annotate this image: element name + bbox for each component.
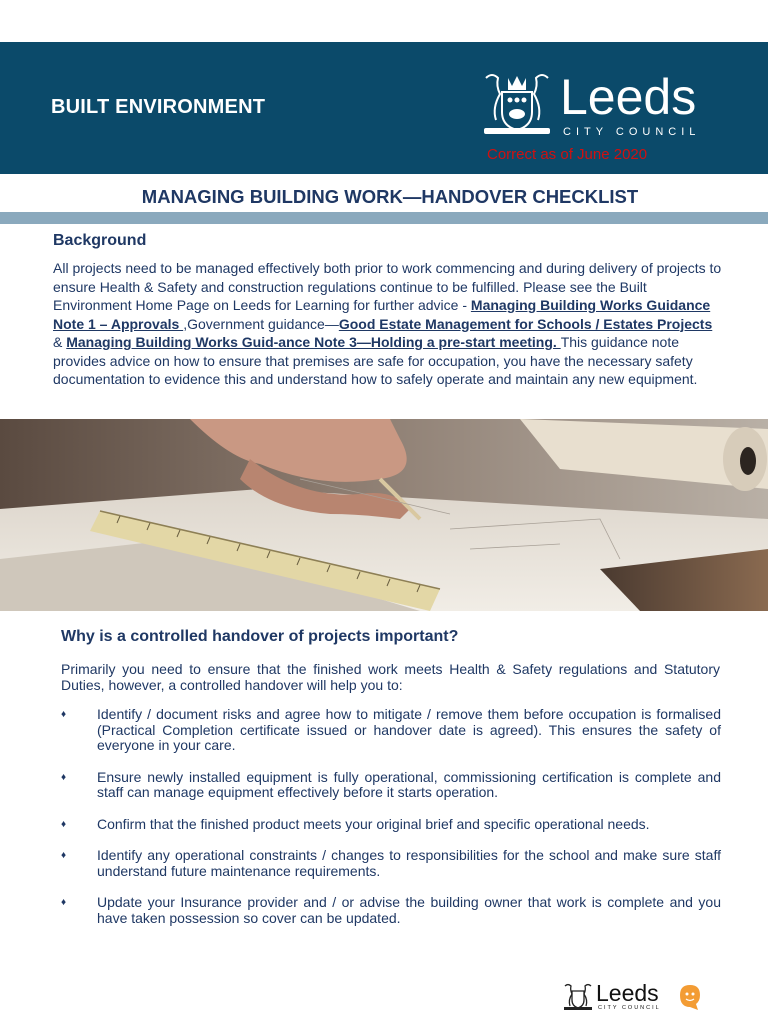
background-text-4: This guidance note provides advice on how to ensure that premises are safe for occupation, you have the necessary safety documentation to evidence this and understand how to safely operate and maintain any new equipment.: [53, 334, 698, 387]
date-note: Correct as of June 2020: [487, 146, 648, 163]
list-item: [61, 707, 721, 754]
child-friendly-leeds-badge-icon: [676, 981, 704, 1011]
background-text-2: ,Government guidance—: [183, 315, 339, 332]
background-text-3: &: [53, 334, 67, 350]
page-title: MANAGING BUILDING WORK—HANDOVER CHECKLIST: [141, 186, 639, 207]
benefits-list: [61, 707, 721, 926]
guidance-note-3-link[interactable]: Managing Building Works Guid-ance Note 3—Holding a pre-start meeting.: [66, 334, 561, 350]
list-item-text: Confirm that the finished product meets your original brief and specific operational needs.: [97, 815, 650, 832]
list-item: [61, 770, 721, 801]
diamond-bullet-icon: ♦: [61, 897, 67, 908]
background-text-1: All projects need to be managed effectively both prior to work commencing and during delivery of projects to ensure Health & Safety and construction regulations continue to be fulfilled. Please see the Built Environment Home Page on Leeds for Learning for further advice -: [53, 260, 722, 313]
list-item-text: Identify / document risks and agree how to mitigate / remove them before occupation is formalised (Practical Completion certificate issued or handover date is agreed). This ensures the safety of everyone in your care.: [97, 706, 721, 753]
footer-logo-text: Leeds: [596, 980, 659, 1006]
diamond-bullet-icon: ♦: [61, 818, 67, 830]
list-item-text: Identify any operational constraints / changes to responsibilities for the school and make sure staff understand future maintenance requirements.: [97, 847, 721, 879]
list-item: [61, 848, 721, 879]
list-item-text: Update your Insurance provider and / or advise the building owner that work is complete and you have taken possession so cover can be updated.: [97, 894, 721, 926]
diamond-bullet-icon: ♦: [61, 709, 67, 720]
background-paragraph: [53, 259, 725, 389]
diamond-bullet-icon: ♦: [61, 850, 67, 861]
diamond-bullet-icon: ♦: [61, 771, 67, 783]
leeds-crest-icon: [480, 70, 554, 136]
footer-crest-icon: [562, 982, 594, 1010]
good-estate-management-link[interactable]: Good Estate Management for Schools / Estates Projects: [338, 315, 713, 332]
title-divider: [0, 212, 768, 224]
background-heading: Background: [53, 232, 147, 249]
guidance-note-1-link[interactable]: Managing Building Works Guidance Note 1 – Approvals: [53, 297, 711, 332]
why-heading: Why is a controlled handover of projects important?: [61, 628, 459, 645]
leeds-logo-subtitle: CITY COUNCIL: [563, 126, 701, 138]
blueprint-photo: [0, 419, 768, 611]
list-item-text: Ensure newly installed equipment is fully operational, commissioning certification is complete and staff can manage equipment effectively before it starts operation.: [97, 768, 721, 800]
list-item: [61, 817, 721, 833]
section-title: BUILT ENVIRONMENT: [51, 96, 266, 118]
footer-logo-subtitle: CITY COUNCIL: [598, 1005, 661, 1011]
why-intro: Primarily you need to ensure that the finished work meets Health & Safety regulations and Statutory Duties, however, a controlled handover will help you to:: [61, 661, 720, 693]
leeds-logo-text: Leeds: [560, 69, 697, 125]
list-item: [61, 895, 721, 926]
